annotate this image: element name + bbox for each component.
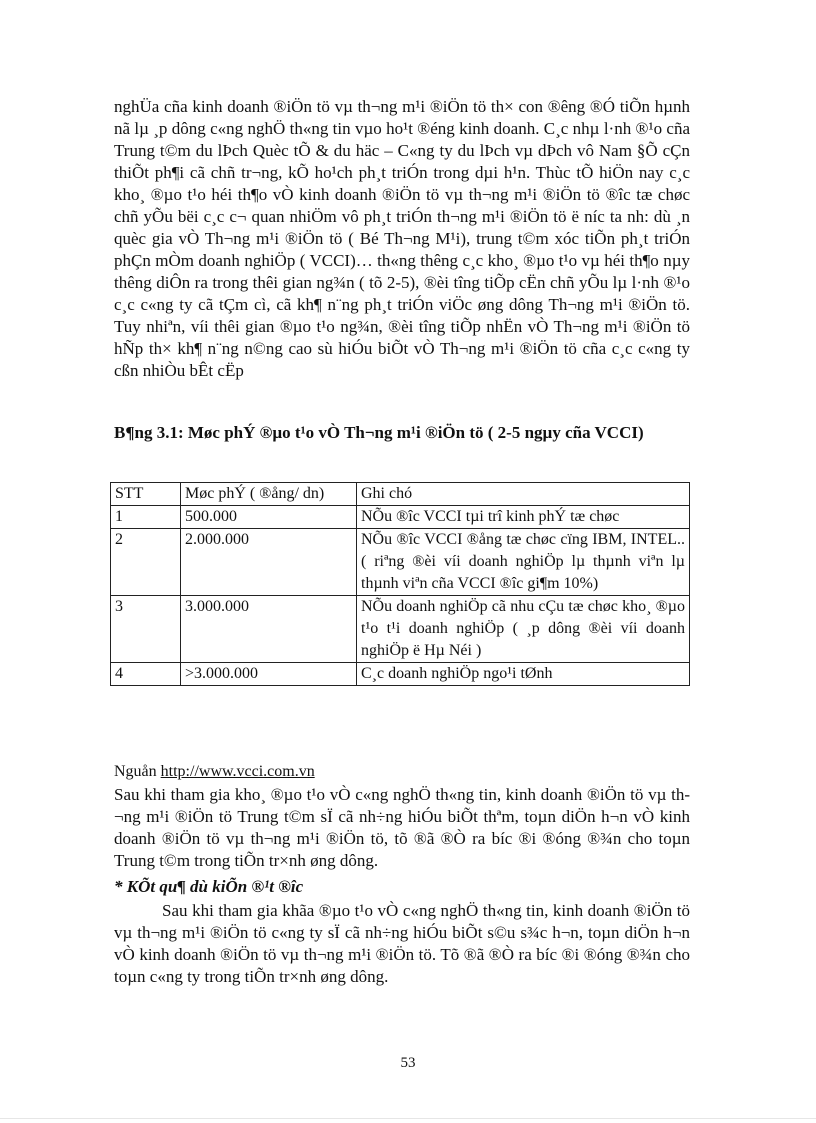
table-cell-stt: 4 bbox=[111, 663, 181, 686]
page-number: 53 bbox=[400, 1055, 416, 1071]
table-cell-note: NÕu doanh nghiÖp cã nhu cÇu tæ chøc kho¸ ®µo t¹o t¹i doanh nghiÖp ( ¸p dông ®èi víi doanh nghiÖp ë Hµ Néi ) bbox=[357, 596, 690, 663]
table-cell-stt: 3 bbox=[111, 596, 181, 663]
table-cell-note: NÕu ®îc VCCI ®ång tæ chøc cïng IBM, INTEL..( riªng ®èi víi doanh nghiÖp lµ thµnh viªn lµ thµnh viªn cña VCCI ®îc gi¶m 10%) bbox=[357, 529, 690, 596]
body-paragraph-3: Sau khi tham gia khãa ®µo t¹o vÒ c«ng nghÖ th«ng tin, kinh doanh ®iÖn tö vµ th¬ng m¹i ®iÖn tö c«ng ty sÏ cã nh÷ng hiÓu biÕt s©u s¾c h¬n, toµn diÖn h¬n vÒ kinh doanh ®iÖn tö vµ th¬ng m¹i ®iÖn tö. Tõ ®ã ®Ò ra bíc ®i ®óng ®¾n cho toµn c«ng ty trong tiÕn tr×nh øng dông. bbox=[114, 901, 690, 986]
table-cell-fee: 500.000 bbox=[181, 506, 357, 529]
page-bottom-divider bbox=[0, 1118, 816, 1119]
table-cell-note: NÕu ®îc VCCI tµi trî kinh phÝ tæ chøc bbox=[357, 506, 690, 529]
table-header-cell: Ghi chó bbox=[357, 483, 690, 506]
training-fee-table bbox=[110, 482, 690, 686]
table-row bbox=[111, 506, 690, 529]
section-heading: * KÕt qu¶ dù kiÕn ®¹t ®îc bbox=[114, 877, 304, 896]
source-line bbox=[114, 762, 315, 782]
table-cell-stt: 1 bbox=[111, 506, 181, 529]
table-row bbox=[111, 663, 690, 686]
body-paragraph-2: Sau khi tham gia kho¸ ®µo t¹o vÒ c«ng nghÖ th«ng tin, kinh doanh ®iÖn tö vµ th¬ng m¹i ®iÖn tö Trung t©m sÏ cã nh÷ng hiÓu biÕt thªm, toµn diÖn h¬n vÒ kinh doanh ®iÖn tö vµ th¬ng m¹i ®iÖn tö, tõ ®ã ®Ò ra bíc ®i ®óng ®¾n cho toµn Trung t©m trong tiÕn tr×nh øng dông. bbox=[114, 785, 690, 870]
table-cell-fee: 2.000.000 bbox=[181, 529, 357, 596]
source-label: Nguån bbox=[114, 763, 161, 780]
table-cell-stt: 2 bbox=[111, 529, 181, 596]
table-cell-fee: >3.000.000 bbox=[181, 663, 357, 686]
table-row bbox=[111, 596, 690, 663]
table-row bbox=[111, 529, 690, 596]
table-header-row bbox=[111, 483, 690, 506]
table-cell-note: C¸c doanh nghiÖp ngo¹i tØnh bbox=[357, 663, 690, 686]
table-header-cell: STT bbox=[111, 483, 181, 506]
body-paragraph-1: nghÜa cña kinh doanh ®iÖn tö vµ th¬ng m¹i ®iÖn tö th× con ®êng ®Ó tiÕn hµnh nã lµ ¸p dông c«ng nghÖ th«ng tin vµo ho¹t ®éng kinh doanh. C¸c nhµ l·nh ®¹o cña Trung t©m du lÞch Quèc tÕ & du häc – C«ng ty du lÞch vµ dÞch vô Nam §Õ cÇn thiÕt ph¶i cã chñ tr¬ng, kÕ ho¹ch ph¸t triÓn trong dµi h¹n. Thùc tÕ hiÖn nay c¸c kho¸ ®µo t¹o héi th¶o vÒ kinh doanh ®iÖn tö vµ th¬ng m¹i ®iÖn tö ®îc tæ chøc chñ yÕu bëi c¸c c¬ quan nhiÖm vô ph¸t triÓn th¬ng m¹i ®iÖn tö ë níc ta nh: dù ¸n quèc gia vÒ Th¬ng m¹i ®iÖn tö ( Bé Th¬ng M¹i), trung t©m xóc tiÕn ph¸t triÓn phÇn mÒm doanh nghiÖp ( VCCI)… th«ng thêng c¸c kho¸ ®µo t¹o vµ héi th¶o nµy thêng diÔn ra trong thêi gian ng¾n ( tõ 2-5), ®èi tîng tiÕp cËn chñ yÕu lµ l·nh ®¹o c¸c c«ng ty cã tÇm cì, cã kh¶ n¨ng ph¸t triÓn viÖc øng dông Th¬ng m¹i ®iÖn tö. Tuy nhiªn, víi thêi gian ®µo t¹o ng¾n, ®èi tîng tiÕp nhËn vÒ Th¬ng m¹i ®iÖn tö hÑp th× kh¶ n¨ng n©ng cao sù hiÓu biÕt vÒ Th¬ng m¹i ®iÖn tö cña c¸c c«ng ty cßn nhiÒu bÊt cËp bbox=[114, 97, 690, 380]
table-caption: B¶ng 3.1: Møc phÝ ®µo t¹o vÒ Th¬ng m¹i ®iÖn tö ( 2-5 ngµy cña VCCI) bbox=[114, 423, 644, 442]
table-header-cell: Møc phÝ ( ®ång/ dn) bbox=[181, 483, 357, 506]
source-link[interactable]: http://www.vcci.com.vn bbox=[160, 763, 315, 780]
table-cell-fee: 3.000.000 bbox=[181, 596, 357, 663]
